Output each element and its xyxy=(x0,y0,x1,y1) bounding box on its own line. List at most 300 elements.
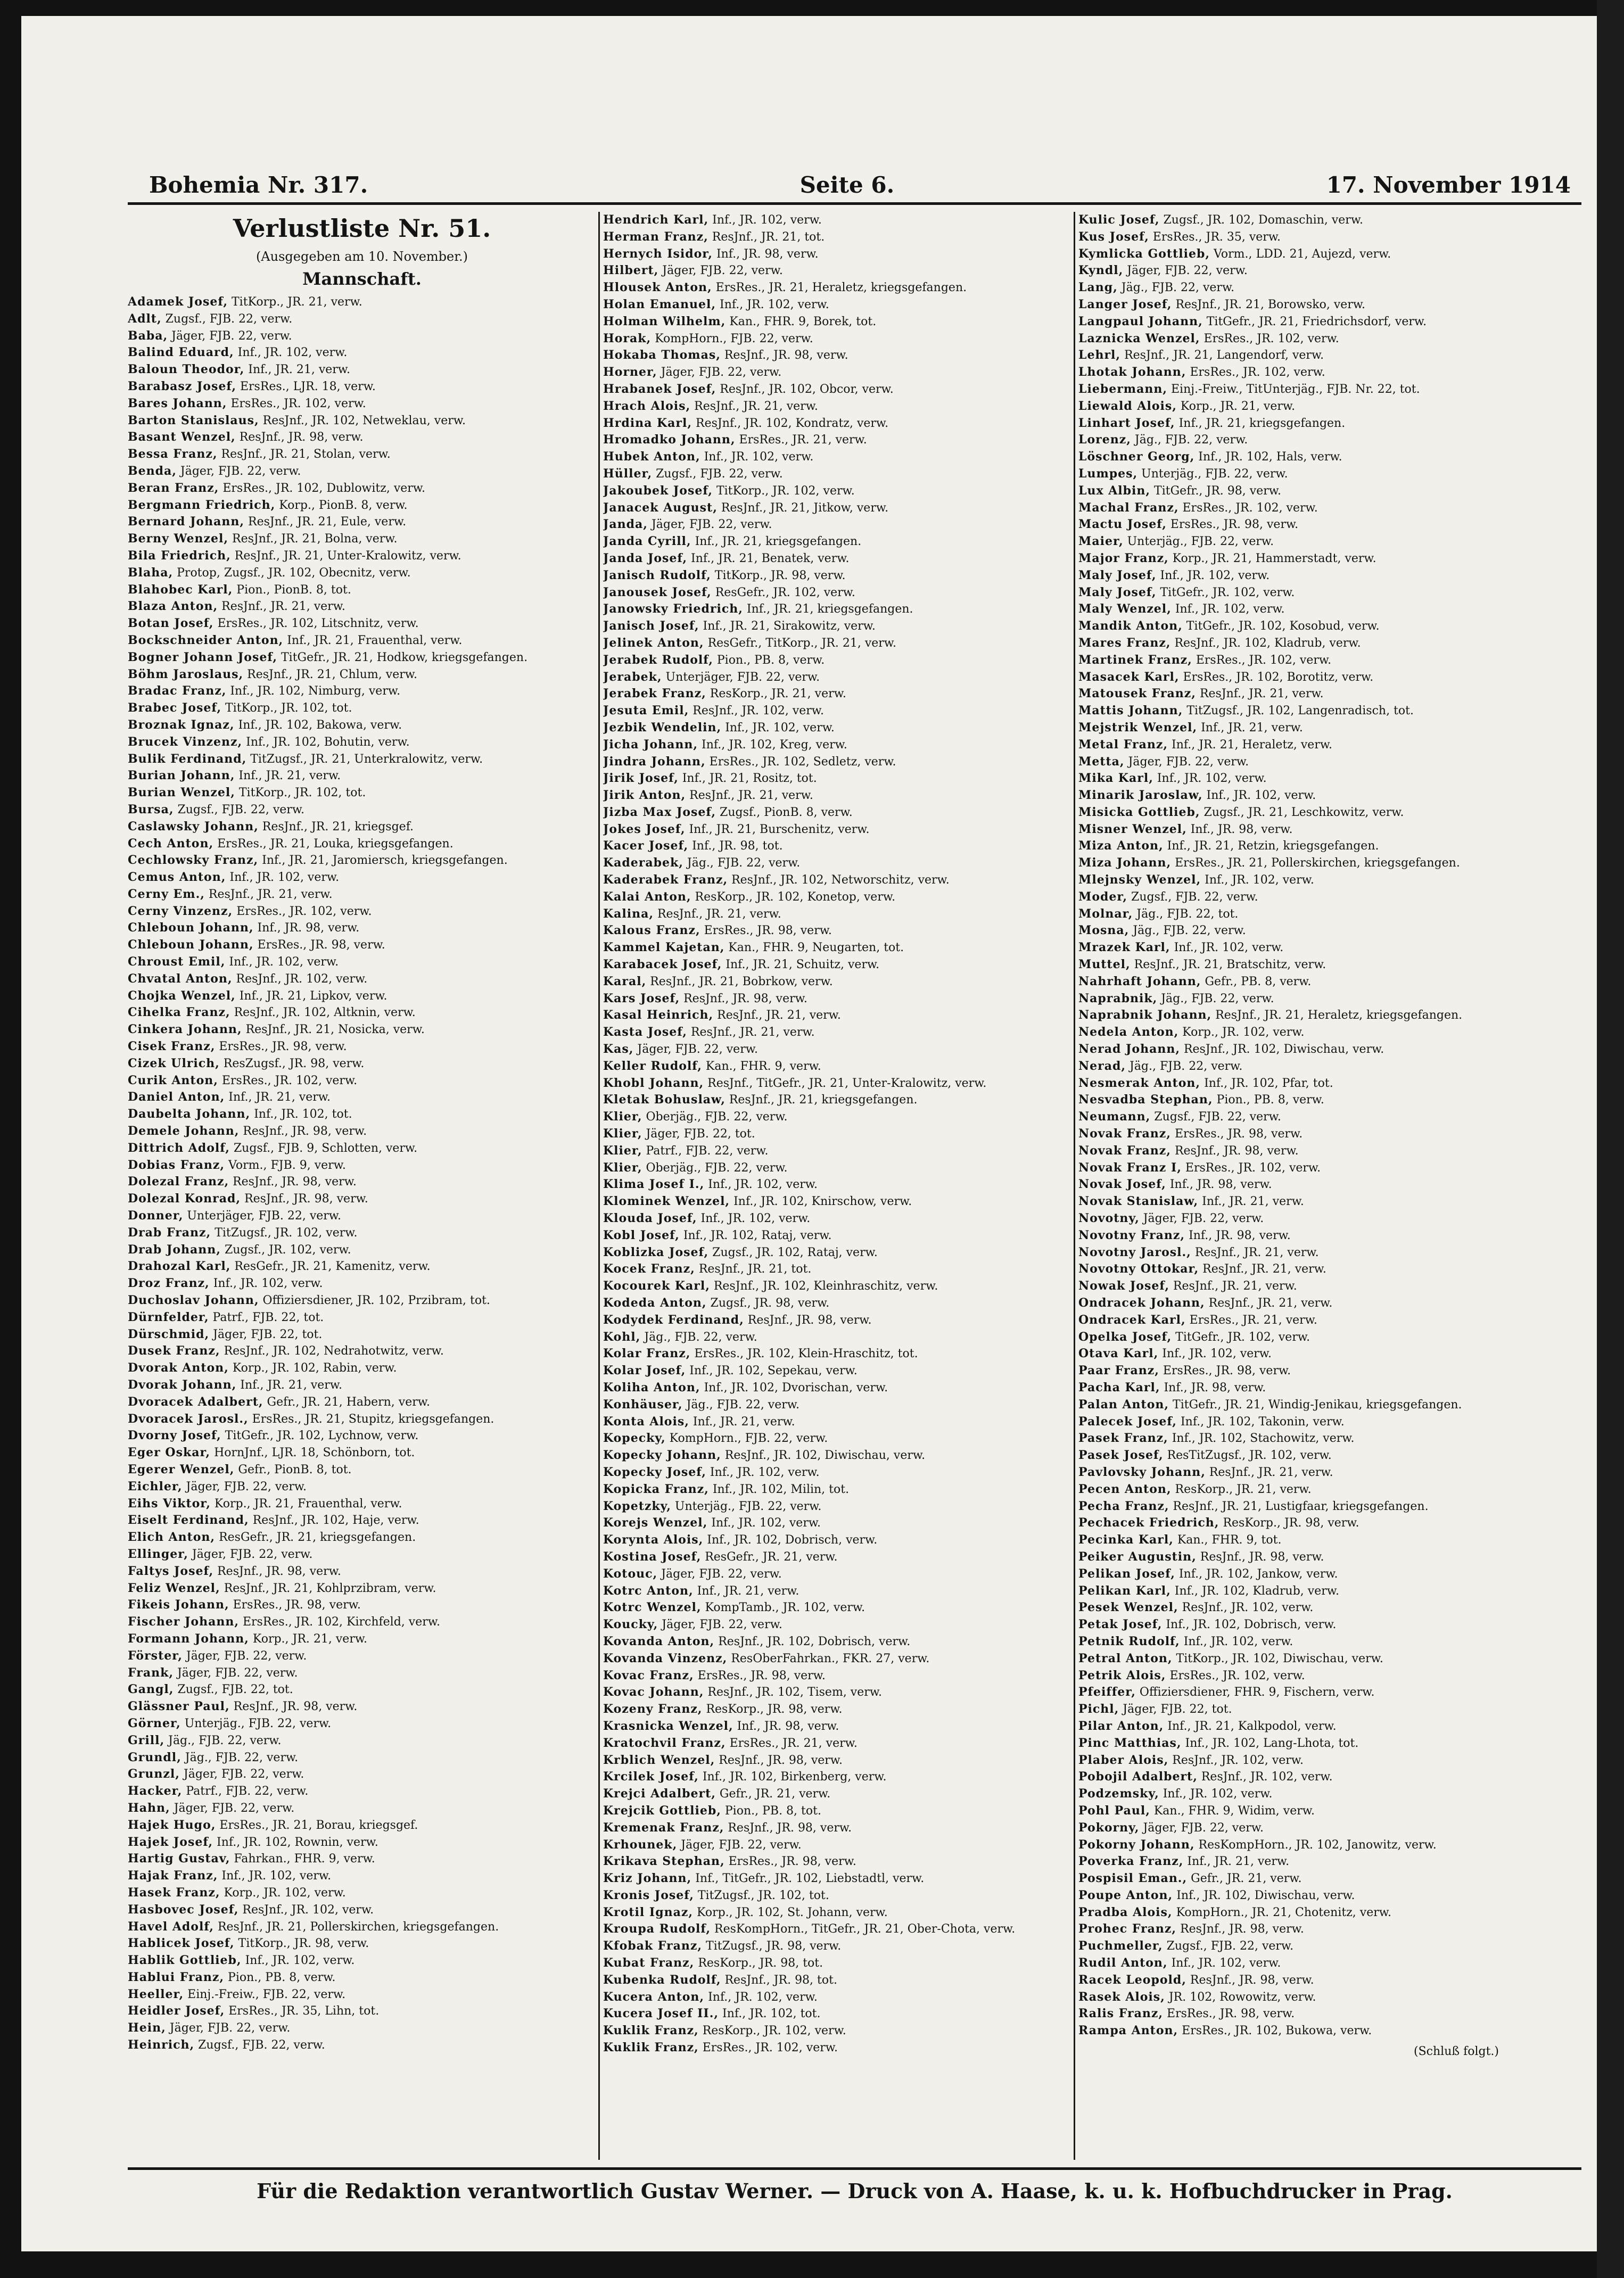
entry-name: Grill, xyxy=(128,1733,165,1747)
entry-name: Kuklik Franz, xyxy=(603,2024,699,2038)
entry-details: Inf., TitGefr., JR. 102, Liebstadtl, verw. xyxy=(691,1872,925,1886)
casualty-entry xyxy=(128,954,596,971)
casualty-entry xyxy=(603,1769,1071,1786)
entry-details: ResJnf., JR. 21, Nosicka, verw. xyxy=(242,1023,425,1037)
entry-name: Kubat Franz, xyxy=(603,1956,695,1970)
entry-name: Kulic Josef, xyxy=(1078,213,1160,227)
entry-details: Jäg., FJB. 22, tot. xyxy=(1133,907,1239,921)
entry-name: Dittrich Adolf, xyxy=(128,1141,230,1155)
entry-details: Unterjäger, FJB. 22, verw. xyxy=(183,1209,341,1223)
entry-details: Fahrkan., FHR. 9, verw. xyxy=(230,1852,375,1866)
entry-details: ResKorp., JR. 98, tot. xyxy=(694,1957,823,1970)
casualty-entry xyxy=(1078,347,1531,364)
entry-name: Janisch Rudolf, xyxy=(603,568,711,582)
entry-name: Lumpes, xyxy=(1078,466,1138,481)
casualty-entry xyxy=(603,466,1071,483)
entry-name: Kotrc Anton, xyxy=(603,1583,694,1598)
section-heading: Mannschaft. xyxy=(302,269,422,289)
casualty-entry xyxy=(603,1227,1071,1244)
casualty-entry xyxy=(1078,1007,1531,1024)
entry-details: KompHorn., JR. 21, Chotenitz, verw. xyxy=(1172,1905,1391,1919)
entry-name: Hrach Alois, xyxy=(603,399,691,413)
entry-details: Jäger, FJB. 22, verw. xyxy=(657,366,782,379)
entry-details: ErsRes., JR. 102, Kirchfeld, verw. xyxy=(238,1615,440,1629)
entry-details: ResJnf., JR. 21, verw. xyxy=(218,600,345,614)
entry-details: Inf., JR. 98, verw. xyxy=(1166,1178,1272,1192)
entry-details: Kan., FHR. 9, Widim, verw. xyxy=(1150,1804,1315,1818)
entry-name: Adlt, xyxy=(128,311,162,326)
entry-name: Kocourek Karl, xyxy=(603,1279,710,1293)
entry-details: ErsRes., JR. 98, verw. xyxy=(694,1669,826,1682)
entry-name: Khobl Johann, xyxy=(603,1076,704,1090)
casualty-entry xyxy=(128,446,596,463)
casualty-entry xyxy=(128,328,596,345)
casualty-entry xyxy=(1078,500,1531,517)
casualty-entry xyxy=(1078,1278,1531,1295)
entry-details: Inf., JR. 102, verw. xyxy=(209,1277,323,1291)
casualty-entry xyxy=(128,1580,596,1597)
entry-details: Jäger, FJB. 22, verw. xyxy=(176,464,301,478)
entry-details: ResJnf., JR. 98, verw. xyxy=(213,1564,341,1578)
casualty-entry xyxy=(128,1496,596,1513)
casualty-entry xyxy=(1078,1769,1531,1786)
entry-details: Inf., JR. 102, verw. xyxy=(704,1178,818,1192)
entry-details: Kan., FHR. 9, verw. xyxy=(702,1059,821,1073)
entry-details: Inf., JR. 102, Rownin, verw. xyxy=(213,1835,378,1849)
casualty-entry xyxy=(128,1698,596,1715)
entry-details: Inf., JR. 102, verw. xyxy=(708,213,822,227)
casualty-entry xyxy=(128,1123,596,1140)
casualty-entry xyxy=(1078,1549,1531,1566)
entry-details: Inf., JR. 21, Sirakowitz, verw. xyxy=(699,620,876,633)
entry-name: Kostina Josef, xyxy=(603,1549,702,1564)
casualty-entry xyxy=(1078,787,1531,804)
entry-name: Dvorak Anton, xyxy=(128,1361,229,1375)
entry-details: ErsRes., JR. 98, verw. xyxy=(1163,2007,1295,2021)
entry-details: ResJnf., JR. 21, verw. xyxy=(1196,687,1324,701)
entry-name: Kymlicka Gottlieb, xyxy=(1078,246,1210,261)
casualty-entry xyxy=(1078,1414,1531,1431)
entry-details: Inf., JR. 102, Kladrub, verw. xyxy=(1170,1584,1339,1598)
casualty-entry xyxy=(128,497,596,514)
entry-name: Liebermann, xyxy=(1078,382,1167,396)
casualty-entry xyxy=(603,432,1071,449)
entry-name: Kucera Anton, xyxy=(603,1990,705,2004)
casualty-entry xyxy=(1078,2005,1531,2023)
entry-details: ResJnf., JR. 98, verw. xyxy=(720,349,848,362)
entry-details: Patrf., FJB. 22, verw. xyxy=(182,1785,309,1798)
casualty-entry xyxy=(1078,364,1531,381)
entry-details: Inf., JR. 102, tot. xyxy=(250,1108,352,1121)
entry-details: ResGefr., JR. 21, Kamenitz, verw. xyxy=(230,1260,431,1274)
casualty-entry xyxy=(603,331,1071,348)
casualty-entry xyxy=(128,565,596,582)
casualty-entry xyxy=(128,717,596,734)
entry-details: Korp., JR. 102, St. Johann, verw. xyxy=(693,1905,888,1919)
casualty-entry xyxy=(603,1295,1071,1312)
casualty-entry xyxy=(603,652,1071,669)
entry-details: Inf., JR. 21, verw. xyxy=(235,769,341,783)
casualty-entry xyxy=(603,1921,1071,1938)
casualty-entry xyxy=(128,1326,596,1343)
entry-details: ResJnf., JR. 102, Kondratz, verw. xyxy=(692,416,889,430)
entry-name: Korejs Wenzel, xyxy=(603,1516,708,1530)
casualty-entry xyxy=(603,1549,1071,1566)
entry-details: Inf., JR. 21, Kalkpodol, verw. xyxy=(1164,1719,1337,1733)
entry-details: ResJnf., JR. 98, verw. xyxy=(239,1125,367,1138)
column-3 xyxy=(1078,212,1531,2160)
entry-details: Inf., JR. 21, verw. xyxy=(1197,721,1303,734)
entry-name: Eihs Viktor, xyxy=(128,1496,211,1511)
casualty-entry xyxy=(1078,838,1531,855)
entry-details: ResJnf., JR. 102, verw. xyxy=(232,972,368,986)
entry-details: ErsRes., JR. 102, verw. xyxy=(1178,501,1318,515)
entry-name: Baba, xyxy=(128,328,168,343)
entry-name: Hokaba Thomas, xyxy=(603,348,721,362)
entry-details: ResJnf., JR. 102, verw. xyxy=(1197,1770,1333,1784)
casualty-entry xyxy=(128,1038,596,1055)
casualty-entry xyxy=(603,1380,1071,1397)
entry-name: Chojka Wenzel, xyxy=(128,988,236,1003)
entry-details: Zugsf., FJB. 22, verw. xyxy=(1150,1110,1281,1124)
casualty-entry xyxy=(1078,1853,1531,1870)
casualty-entry xyxy=(128,1174,596,1191)
entry-details: TitGefr., JR. 102, Kosobud, verw. xyxy=(1182,620,1380,633)
entry-details: Inf., JR. 21, Retzin, kriegsgefangen. xyxy=(1163,839,1379,853)
casualty-entry xyxy=(603,1633,1071,1650)
entry-details: ResJnf., JR. 98, verw. xyxy=(1176,1922,1304,1936)
entry-name: Kus Josef, xyxy=(1078,229,1149,244)
entry-name: Chvatal Anton, xyxy=(128,971,233,986)
casualty-entry xyxy=(603,1853,1071,1870)
entry-details: Inf., JR. 21, Jaromiersch, kriegsgefangen. xyxy=(258,854,508,868)
entry-details: Inf., JR. 98, tot. xyxy=(688,839,783,853)
entry-details: TitGefr., JR. 102, verw. xyxy=(1172,1330,1310,1344)
entry-details: ResJnf., JR. 98, verw. xyxy=(744,1313,872,1327)
casualty-entry xyxy=(1078,939,1531,956)
entry-name: Herman Franz, xyxy=(603,229,708,244)
entry-details: Inf., JR. 102, Dobrisch, verw. xyxy=(1162,1618,1337,1632)
entry-name: Pesek Wenzel, xyxy=(1078,1600,1178,1615)
entry-name: Maly Josef, xyxy=(1078,568,1157,582)
casualty-entry xyxy=(1078,1887,1531,1904)
entry-details: ResJnf., JR. 98, verw. xyxy=(1186,1973,1314,1987)
entry-details: Jäger, FJB. 22, verw. xyxy=(633,1043,758,1057)
header-rule xyxy=(128,202,1581,205)
casualty-entry xyxy=(128,1512,596,1529)
entry-name: Janacek August, xyxy=(603,500,718,515)
entry-name: Mosna, xyxy=(1078,923,1130,938)
casualty-entry xyxy=(603,1447,1071,1464)
casualty-entry xyxy=(1078,1143,1531,1160)
entry-name: Hajek Hugo, xyxy=(128,1818,216,1832)
casualty-entry xyxy=(128,2003,596,2020)
entry-name: Chleboun Johann, xyxy=(128,938,254,952)
casualty-entry xyxy=(128,1258,596,1275)
casualty-entry xyxy=(128,1614,596,1631)
entry-details: Inf., JR. 102, verw. xyxy=(700,450,814,464)
casualty-entry xyxy=(128,1445,596,1462)
casualty-entry xyxy=(128,1902,596,1919)
entry-details: Jäger, FJB. 22, verw. xyxy=(677,1838,802,1852)
casualty-entry xyxy=(603,1075,1071,1092)
entry-details: TitGefr., JR. 21, Hodkow, kriegsgefangen. xyxy=(277,650,528,664)
entry-details: ResJnf., JR. 102, Kladrub, verw. xyxy=(1170,636,1361,650)
entry-name: Hüller, xyxy=(603,466,653,481)
entry-name: Rasek Alois, xyxy=(1078,1990,1165,2004)
entry-name: Cinkera Johann, xyxy=(128,1022,242,1037)
casualty-entry xyxy=(128,1715,596,1732)
entry-name: Dvorak Johann, xyxy=(128,1378,237,1392)
entry-name: Miza Anton, xyxy=(1078,839,1164,853)
entry-name: Glässner Paul, xyxy=(128,1699,230,1714)
casualty-entry xyxy=(1078,1447,1531,1464)
entry-name: Krblich Wenzel, xyxy=(603,1753,715,1767)
casualty-entry xyxy=(603,906,1071,923)
entry-name: Mares Franz, xyxy=(1078,635,1171,650)
entry-details: KompHorn., FJB. 22, verw. xyxy=(665,1432,828,1446)
casualty-entry xyxy=(1078,1904,1531,1921)
entry-details: Inf., JR. 102, Pfar, tot. xyxy=(1200,1076,1333,1090)
casualty-entry xyxy=(1078,1837,1531,1854)
entry-details: TitZugsf., JR. 98, verw. xyxy=(702,1939,842,1953)
entry-name: Kletak Bohuslaw, xyxy=(603,1093,726,1107)
casualty-entry xyxy=(128,886,596,903)
entry-details: ResJnf., JR. 102, verw. xyxy=(1178,1601,1314,1615)
casualty-entry xyxy=(1078,1515,1531,1532)
entry-name: Pohl Paul, xyxy=(1078,1803,1150,1818)
casualty-entry xyxy=(603,1464,1071,1481)
entry-details: KompHorn., FJB. 22, verw. xyxy=(651,332,813,345)
casualty-entry xyxy=(128,1597,596,1614)
casualty-entry xyxy=(603,1481,1071,1498)
casualty-entry xyxy=(603,618,1071,635)
entry-details: TitKorp., JR. 102, Diwischau, verw. xyxy=(1172,1652,1383,1665)
casualty-entry xyxy=(603,838,1071,855)
entry-details: ErsRes., JR. 102, Borotitz, verw. xyxy=(1179,670,1374,684)
casualty-entry xyxy=(128,2037,596,2054)
entry-details: Kan., FHR. 9, Neugarten, tot. xyxy=(724,941,904,955)
entry-details: Inf., JR. 21, Burschenitz, verw. xyxy=(685,822,870,836)
entry-details: ErsRes., JR. 102, verw. xyxy=(1200,332,1339,345)
entry-name: Pelikan Josef, xyxy=(1078,1566,1175,1581)
casualty-entry xyxy=(1078,1024,1531,1041)
entry-name: Jirik Anton, xyxy=(603,788,686,803)
entry-name: Kaderabek, xyxy=(603,856,683,870)
entry-name: Eger Oskar, xyxy=(128,1446,211,1460)
casualty-entry xyxy=(128,852,596,869)
entry-details: ResJnf., JR. 102, Dobrisch, verw. xyxy=(714,1635,911,1648)
entry-details: TitKorp., JR. 21, verw. xyxy=(228,295,362,309)
entry-details: ErsRes., JR. 102, verw. xyxy=(1181,1161,1321,1175)
entry-name: Chleboun Johann, xyxy=(128,921,254,935)
entry-name: Kovanda Vinzenz, xyxy=(603,1651,728,1665)
entry-details: TitGefr., JR. 102, Lychnow, verw. xyxy=(221,1429,419,1443)
entry-name: Pinc Matthias, xyxy=(1078,1736,1182,1750)
entry-details: ResJnf., JR. 102, verw. xyxy=(1168,1753,1304,1767)
casualty-entry xyxy=(128,1208,596,1225)
entry-details: ErsRes., JR. 102, verw. xyxy=(698,2041,838,2055)
entry-details: Inf., JR. 102, verw. xyxy=(716,298,829,311)
casualty-entry xyxy=(603,1210,1071,1227)
entry-name: Hlousek Anton, xyxy=(603,280,712,295)
entry-name: Bogner Johann Josef, xyxy=(128,650,277,664)
casualty-entry xyxy=(128,666,596,683)
entry-name: Novak Josef, xyxy=(1078,1177,1166,1192)
casualty-entry xyxy=(128,1292,596,1309)
entry-details: ResKompHorn., JR. 102, Janowitz, verw. xyxy=(1194,1838,1437,1852)
casualty-entry xyxy=(603,821,1071,838)
casualty-entry xyxy=(603,1363,1071,1380)
entry-details: ResJnf., JR. 98, verw. xyxy=(680,992,807,1005)
casualty-entry xyxy=(1078,1668,1531,1685)
entry-name: Lorenz, xyxy=(1078,433,1131,447)
entry-details: Jäger, FJB. 22, verw. xyxy=(166,2021,291,2035)
entry-name: Barton Stanislaus, xyxy=(128,413,259,427)
casualty-entry xyxy=(1078,618,1531,635)
casualty-entry xyxy=(128,1732,596,1749)
casualty-entry xyxy=(1078,1955,1531,1972)
casualty-entry xyxy=(1078,1566,1531,1583)
casualty-entry xyxy=(1078,1210,1531,1227)
casualty-entry xyxy=(603,1176,1071,1193)
entry-name: Novotny Franz, xyxy=(1078,1228,1185,1242)
entry-name: Kovac Franz, xyxy=(603,1668,694,1682)
casualty-entry xyxy=(1078,313,1531,331)
casualty-entry xyxy=(128,1411,596,1428)
entry-details: ResTitZugsf., JR. 102, verw. xyxy=(1163,1449,1332,1463)
entry-details: ResJnf., JR. 21, Bobrkow, verw. xyxy=(646,975,833,988)
casualty-entry xyxy=(1078,1261,1531,1278)
entry-name: Cechlowsky Franz, xyxy=(128,853,259,868)
entry-details: Jäger, FJB. 22, tot. xyxy=(642,1127,755,1141)
entry-details: Jäger, FJB. 22, verw. xyxy=(170,1801,295,1815)
entry-details: Inf., JR. 102, Jankow, verw. xyxy=(1175,1567,1338,1581)
entry-name: Hernych Isidor, xyxy=(603,246,713,261)
entry-details: Inf., JR. 21, kriegsgefangen. xyxy=(743,602,913,616)
entry-name: Mrazek Karl, xyxy=(1078,940,1170,955)
entry-name: Dolezal Konrad, xyxy=(128,1192,241,1206)
entry-name: Janowsky Friedrich, xyxy=(603,602,743,616)
entry-name: Pfeiffer, xyxy=(1078,1685,1136,1699)
entry-name: Pelikan Karl, xyxy=(1078,1583,1171,1598)
casualty-entry xyxy=(128,734,596,751)
casualty-entry xyxy=(1078,567,1531,584)
entry-name: Bergmann Friedrich, xyxy=(128,498,276,512)
casualty-entry xyxy=(1078,1701,1531,1718)
casualty-entry xyxy=(128,395,596,412)
entry-details: Korp., JR. 21, Hammerstadt, verw. xyxy=(1168,551,1376,565)
entry-name: Jerabek Franz, xyxy=(603,687,706,701)
casualty-entry xyxy=(603,381,1071,398)
entry-details: ResJnf., JR. 102, verw. xyxy=(689,704,825,718)
entry-details: KompTamb., JR. 102, verw. xyxy=(701,1601,865,1615)
casualty-entry xyxy=(128,1529,596,1546)
entry-name: Nerad, xyxy=(1078,1059,1126,1073)
casualty-entry xyxy=(128,1055,596,1072)
entry-details: Inf., JR. 102, Sepekau, verw. xyxy=(686,1364,858,1378)
entry-details: Inf., JR. 21, Schuitz, verw. xyxy=(722,958,880,972)
entry-details: Inf., JR. 102, verw. xyxy=(1167,1957,1281,1970)
entry-name: Förster, xyxy=(128,1648,183,1663)
entry-name: Pasek Franz, xyxy=(1078,1431,1168,1446)
casualty-entry xyxy=(128,2020,596,2037)
entry-details: ResJnf., JR. 98, tot. xyxy=(721,1973,837,1987)
entry-details: Gefr., PB. 8, verw. xyxy=(1201,975,1312,988)
entry-name: Krikava Stephan, xyxy=(603,1854,725,1869)
entry-details: Jäger, FJB. 22, verw. xyxy=(1139,1821,1264,1835)
entry-details: Jäger, FJB. 22, verw. xyxy=(1124,755,1249,769)
entry-details: ResKorp., JR. 102, Konetop, verw. xyxy=(691,890,896,904)
casualty-entry xyxy=(603,973,1071,991)
entry-name: Hilbert, xyxy=(603,263,659,278)
casualty-entry xyxy=(603,279,1071,296)
entry-name: Jakoubek Josef, xyxy=(603,483,713,498)
entry-name: Kopecky Josef, xyxy=(603,1465,706,1479)
entry-name: Maly Wenzel, xyxy=(1078,602,1172,616)
casualty-entry xyxy=(1078,1616,1531,1633)
casualty-entry xyxy=(128,1462,596,1479)
entry-details: ResJnf., JR. 98, verw. xyxy=(229,1700,358,1714)
entry-name: Havel Adolf, xyxy=(128,1919,214,1934)
casualty-entry xyxy=(128,1427,596,1445)
entry-name: Horner, xyxy=(603,365,657,379)
casualty-entry xyxy=(603,1972,1071,1989)
entry-details: ResJnf., JR. 21, Unter-Kralowitz, verw. xyxy=(230,549,461,563)
casualty-entry xyxy=(1078,956,1531,973)
entry-details: Inf., JR. 102, verw. xyxy=(234,346,348,360)
entry-details: ResKorp., JR. 102, verw. xyxy=(698,2024,846,2038)
entry-details: Jäger, FJB. 22, verw. xyxy=(173,1666,298,1680)
entry-details: ErsRes., JR. 21, verw. xyxy=(735,433,867,447)
entry-details: ErsRes., JR. 102, verw. xyxy=(233,904,372,918)
entry-details: Inf., JR. 21, kriegsgefangen. xyxy=(691,535,862,549)
casualty-entry xyxy=(128,1394,596,1411)
entry-details: ErsRes., JR. 98, verw. xyxy=(1170,1127,1303,1141)
entry-name: Pecha Franz, xyxy=(1078,1499,1169,1513)
continued-note: (Schluß folgt.) xyxy=(1414,2045,1499,2059)
entry-name: Liewald Alois, xyxy=(1078,399,1177,413)
entry-name: Janda Cyrill, xyxy=(603,534,691,549)
entry-name: Kronis Josef, xyxy=(603,1888,694,1902)
entry-name: Burian Johann, xyxy=(128,769,235,783)
casualty-entry xyxy=(1078,466,1531,483)
entry-name: Mejstrik Wenzel, xyxy=(1078,720,1198,734)
casualty-entry xyxy=(1078,1464,1531,1481)
entry-name: Kalous Franz, xyxy=(603,923,700,938)
entry-details: ResKorp., JR. 98, verw. xyxy=(1219,1516,1359,1530)
entry-name: Ondracek Johann, xyxy=(1078,1296,1205,1310)
entry-details: ErsRes., JR. 21, Louka, kriegsgefangen. xyxy=(213,837,454,851)
entry-name: Keller Rudolf, xyxy=(603,1059,702,1073)
entry-details: ResJnf., JR. 21, verw. xyxy=(1205,1465,1333,1479)
casualty-entry xyxy=(603,1041,1071,1058)
entry-name: Dvoracek Adalbert, xyxy=(128,1394,263,1409)
casualty-entry xyxy=(603,754,1071,771)
entry-name: Metal Franz, xyxy=(1078,737,1168,752)
casualty-entry xyxy=(128,1157,596,1174)
entry-name: Misicka Gottlieb, xyxy=(1078,805,1200,819)
entry-details: Inf., JR. 102, verw. xyxy=(241,1954,355,1968)
entry-details: Zugsf., FJB. 22, verw. xyxy=(194,2038,325,2052)
casualty-entry xyxy=(128,751,596,768)
casualty-entry xyxy=(603,1092,1071,1109)
casualty-entry xyxy=(1078,1972,1531,1989)
entry-name: Otava Karl, xyxy=(1078,1347,1159,1361)
entry-name: Hajak Franz, xyxy=(128,1869,218,1883)
casualty-entry xyxy=(603,635,1071,652)
entry-name: Petrik Alois, xyxy=(1078,1668,1166,1682)
